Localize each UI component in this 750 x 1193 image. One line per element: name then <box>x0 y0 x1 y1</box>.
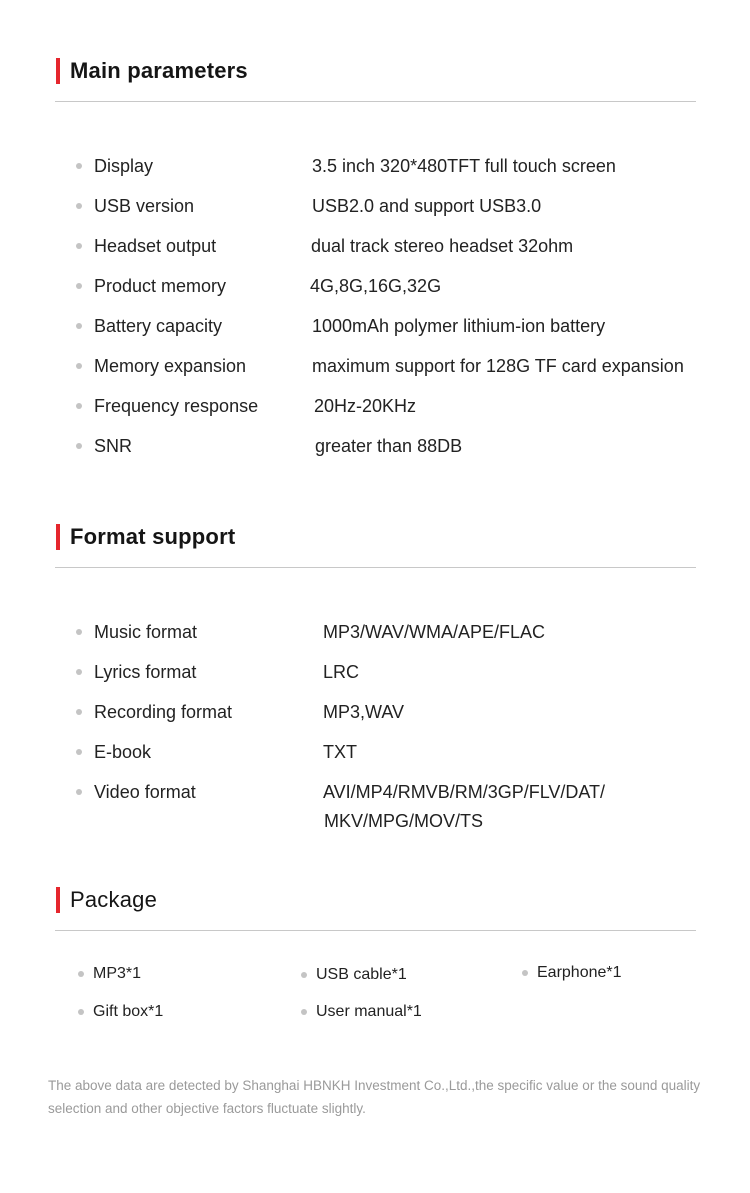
spec-row-headset-output <box>76 234 216 258</box>
spec-row-lyrics-format <box>76 660 196 684</box>
spec-label: Recording format <box>94 701 233 722</box>
bullet-icon <box>76 243 82 249</box>
bullet-icon <box>76 363 82 369</box>
spec-row-e-book <box>76 740 151 764</box>
spec-label: E-book <box>94 741 152 762</box>
package-item <box>78 1001 163 1023</box>
package-item-label: USB cable*1 <box>316 966 407 983</box>
bullet-icon <box>76 749 82 755</box>
spec-value: 4G,8G,16G,32G <box>310 276 442 296</box>
bullet-icon <box>522 970 528 976</box>
package-item-label: MP3*1 <box>93 965 142 982</box>
spec-label: Music format <box>94 621 198 642</box>
bullet-icon <box>76 443 82 449</box>
spec-row-product-memory <box>76 274 226 298</box>
bullet-icon <box>76 163 82 169</box>
section-header-format-support <box>56 522 235 552</box>
divider <box>55 567 696 568</box>
package-item <box>301 1001 422 1023</box>
package-item-label: Gift box*1 <box>93 1003 164 1020</box>
spec-value: dual track stereo headset 32ohm <box>311 236 574 256</box>
bullet-icon <box>76 669 82 675</box>
spec-label: Battery capacity <box>94 315 223 336</box>
spec-value: LRC <box>323 662 360 682</box>
divider <box>55 101 696 102</box>
spec-value: AVI/MP4/RMVB/RM/3GP/FLV/DAT/ <box>323 782 606 802</box>
accent-bar <box>56 58 60 84</box>
bullet-icon <box>76 629 82 635</box>
spec-label: USB version <box>94 195 195 216</box>
spec-row-frequency-response <box>76 394 258 418</box>
spec-label: Headset output <box>94 235 217 256</box>
section-title: Format support <box>70 524 236 549</box>
spec-value: USB2.0 and support USB3.0 <box>312 196 542 216</box>
spec-label: Display <box>94 155 154 176</box>
spec-label: Product memory <box>94 275 227 296</box>
spec-row-display <box>76 154 153 178</box>
package-item <box>78 963 141 985</box>
spec-label: Frequency response <box>94 395 259 416</box>
spec-value: TXT <box>323 742 357 762</box>
bullet-icon <box>76 403 82 409</box>
bullet-icon <box>76 789 82 795</box>
spec-label: Lyrics format <box>94 661 197 682</box>
spec-row-recording-format <box>76 700 232 724</box>
bullet-icon <box>301 972 307 978</box>
section-title: Package <box>70 887 158 912</box>
accent-bar <box>56 887 60 913</box>
bullet-icon <box>76 203 82 209</box>
package-item <box>301 964 407 986</box>
bullet-icon <box>301 1009 307 1015</box>
spec-value: 3.5 inch 320*480TFT full touch screen <box>312 156 616 176</box>
spec-label: Video format <box>94 781 196 802</box>
spec-row-music-format <box>76 620 197 644</box>
bullet-icon <box>78 971 84 977</box>
spec-row-memory-expansion <box>76 354 246 378</box>
package-item-label: Earphone*1 <box>537 964 622 981</box>
bullet-icon <box>76 283 82 289</box>
disclaimer-footnote: The above data are detected by Shanghai HBNKH Investment Co.,Ltd.,the specific value or the sound quality selection and other objective factors fluctuate slightly. <box>48 1078 701 1116</box>
spec-value: greater than 88DB <box>315 436 463 456</box>
section-header-main-parameters <box>56 56 248 86</box>
spec-row-usb-version <box>76 194 194 218</box>
spec-row-battery-capacity <box>76 314 222 338</box>
spec-label: Memory expansion <box>94 355 247 376</box>
spec-value: MP3/WAV/WMA/APE/FLAC <box>323 622 546 642</box>
spec-value: 20Hz-20KHz <box>314 396 417 416</box>
bullet-icon <box>76 323 82 329</box>
bullet-icon <box>76 709 82 715</box>
package-item-label: User manual*1 <box>316 1003 422 1020</box>
accent-bar <box>56 524 60 550</box>
divider <box>55 930 696 931</box>
bullet-icon <box>78 1009 84 1015</box>
spec-value: MP3,WAV <box>323 702 405 722</box>
spec-value-continued: MKV/MPG/MOV/TS <box>324 811 484 831</box>
spec-label: SNR <box>94 435 133 456</box>
package-item <box>522 962 622 984</box>
spec-row-snr <box>76 434 132 458</box>
spec-value: 1000mAh polymer lithium-ion battery <box>312 316 606 336</box>
section-header-package <box>56 885 157 915</box>
spec-row-video-format <box>76 780 196 804</box>
spec-value: maximum support for 128G TF card expansion <box>312 356 684 376</box>
section-title: Main parameters <box>70 58 248 83</box>
